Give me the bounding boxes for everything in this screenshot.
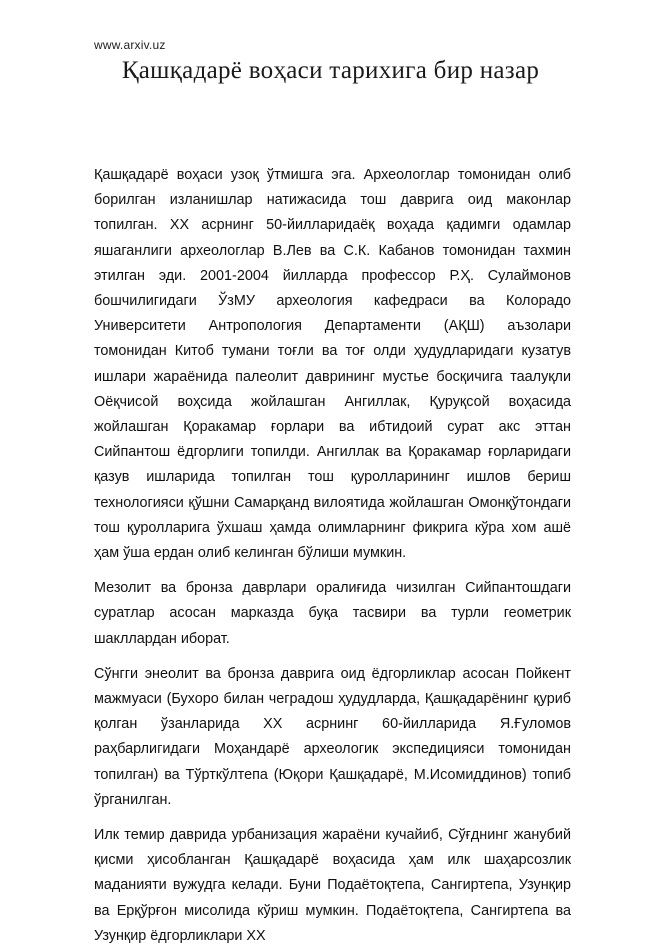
document-body — [94, 163, 571, 949]
paragraph-2: Мезолит ва бронза даврлари оралиғида чизилган Сийпантошдаги суратлар асосан марказда буқа тасвири ва турли геометрик шакллардан иборат. — [94, 580, 571, 647]
document-title: Қашқадарё воҳаси тарихига бир назар — [121, 57, 540, 84]
paragraph-3: Сўнгги энеолит ва бронза даврига оид ёдгорликлар асосан Пойкент мажмуаси (Бухоро билан чеградош ҳудудларда, Қашқадарёнинг қуриб қолган ўзанларида ХХ асрнинг 60-йилларида Я.Ғуломов раҳбарлигидаги Моҳандарё археологик экспедицияси томонидан топилган) ва Тўрткўлтепа (Юқори Қашқадарё, М.Исомиддинов) топиб ўрганилган. — [94, 665, 571, 808]
site-url: www.arxiv.uz — [94, 38, 166, 52]
paragraph-4: Илк темир даврида урбанизация жараёни кучайиб, Сўғднинг жанубий қисми ҳисобланган Қашқадарё воҳасида ҳам илк шаҳарсозлик маданияти вужудга келади. Буни Подаётоқтепа, Сангиртепа, Узунқир ва Ерқўрғон мисолида кўриш мумкин. Подаётоқтепа, Сангиртепа ва Узунқир ёдгорликлари ХХ — [94, 827, 571, 944]
paragraph-1: Қашқадарё воҳаси узоқ ўтмишга эга. Археологлар томонидан олиб борилган изланишлар натижасида тош даврига оид маконлар топилган. ХХ асрнинг 50-йилларидаёқ воҳада қадимги одамлар яшаганлиги археологлар В.Лев ва С.К. Кабанов томонидан тахмин этилган эди. 2001-2004 йилларда профессор Р.Ҳ. Сулаймонов бошчилигидаги ЎзМУ археология кафедраси ва Колорадо Университети Антропология Департаменти (АҚШ) аъзолари томонидан Китоб тумани тоғли ва тоғ олди ҳудудларидаги кузатув ишлари жараёнида палеолит даврининг мустье босқичига таалуқли Оёқчисой воҳсида жойлашган Ангиллак, Қуруқсой воҳасида жойлашган Қоракамар ғорлари ва ибтидоий сурат акс эттан Сийпантош ёдгорлиги топилди. Ангиллак ва Қоракамар ғорларидаги қазув ишларида топилган тош қуролларининг ишлов бериш технологияси қўшни Самарқанд вилоятида жойлашган Омонқўтондаги тош қуролларига ўхшаш ҳамда олимларнинг фикрига кўра хом ашё ҳам ўша ердан олиб келинган бўлиши мумкин. — [94, 167, 571, 562]
